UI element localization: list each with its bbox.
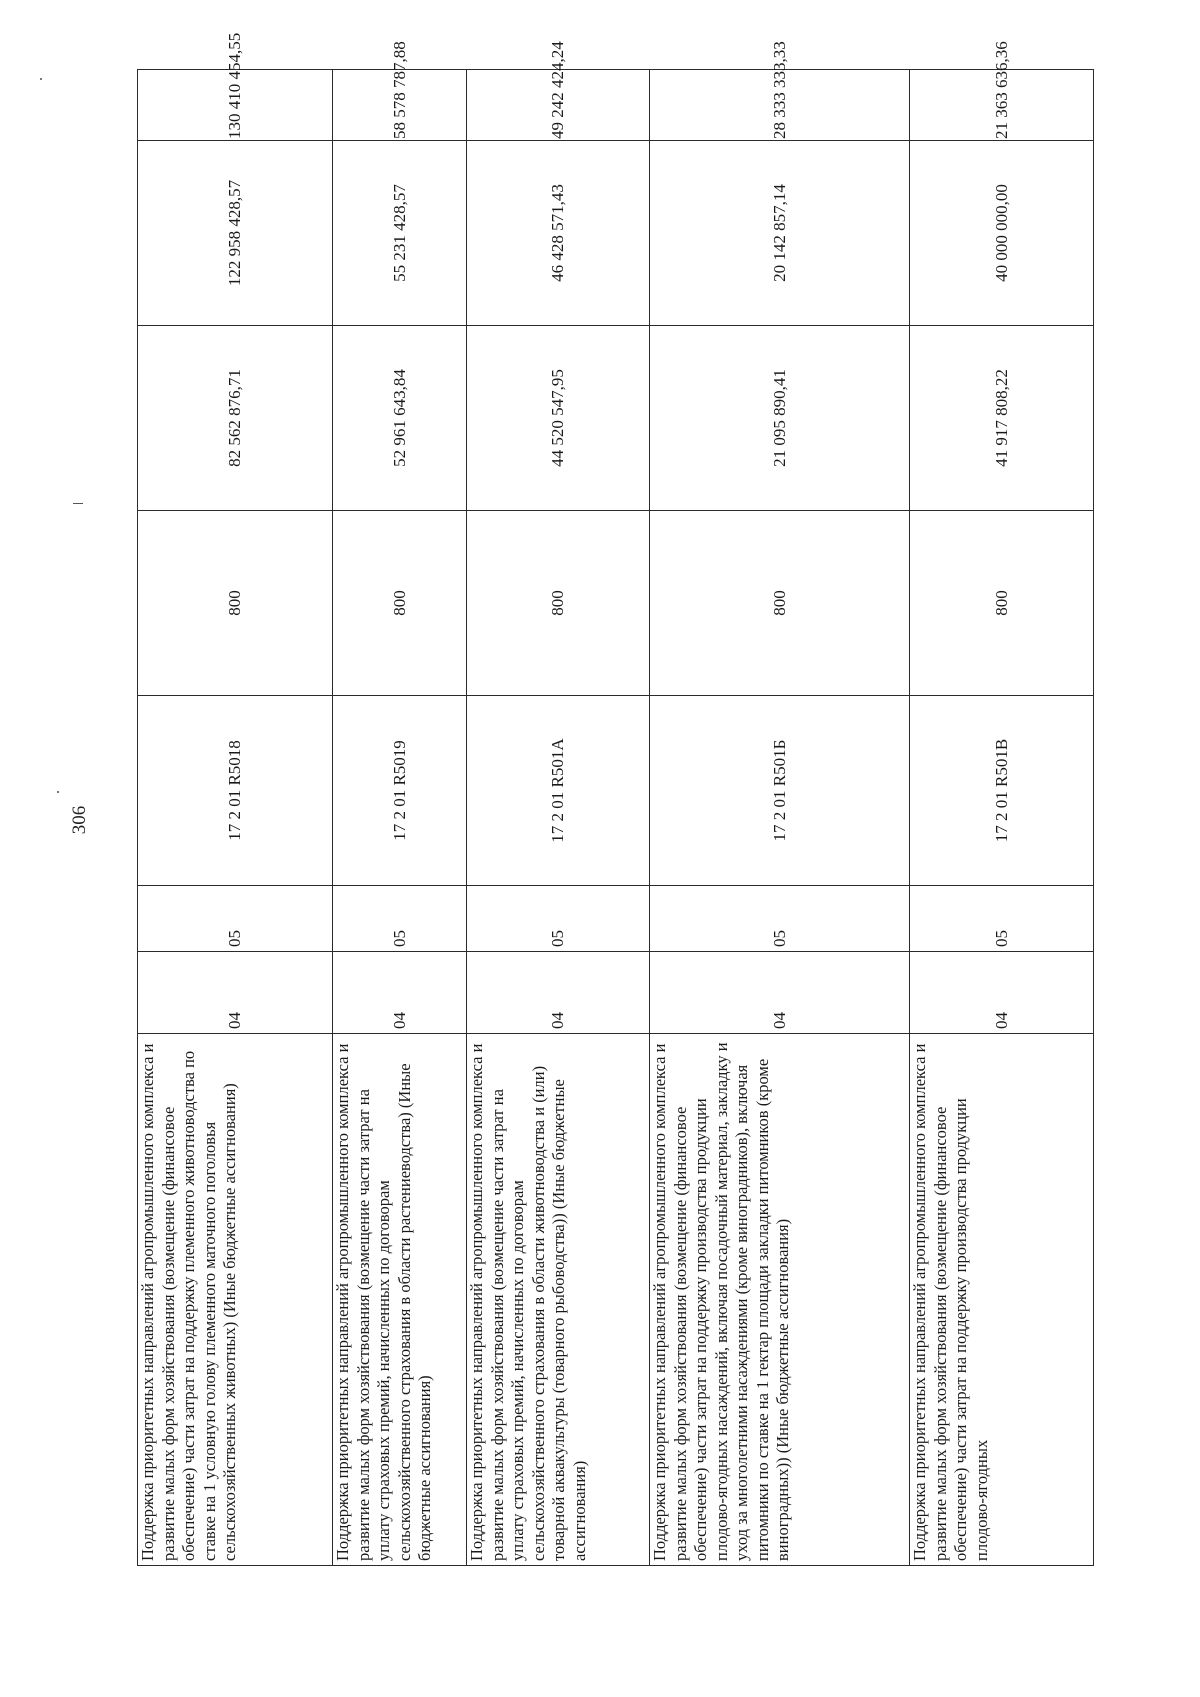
amount-3-cell: 58 578 787,88 [333, 70, 467, 141]
pr-cell: 05 [910, 886, 1094, 952]
vr-cell: 800 [333, 511, 467, 696]
csr-cell: 17 2 01 R5019 [333, 696, 467, 886]
csr-cell: 17 2 01 R501Б [650, 696, 910, 886]
amount-1-cell: 44 520 547,95 [467, 326, 650, 511]
pr-cell: 05 [333, 886, 467, 952]
rz-cell: 04 [650, 952, 910, 1034]
pr-cell: 05 [138, 886, 333, 952]
row-description: Поддержка приоритетных направлений агропромышленного комплекса и развитие малых форм хозяйствования (возмещение (финансовое обеспечение) части затрат на поддержку производства продукции плодово-ягодных насаждений, включая посадочный материал, закладку и уход за многолетними насаждениями (кроме виноградников), включая питомники по ставке на 1 гектар площади закладки питомников (кроме виноградных)) (Иные бюджетные ассигнования) [650, 1034, 910, 1566]
scan-mark [73, 503, 83, 504]
vr-cell: 800 [650, 511, 910, 696]
amount-3-cell: 130 410 454,55 [138, 70, 333, 141]
rz-cell: 04 [910, 952, 1094, 1034]
row-description: Поддержка приоритетных направлений агропромышленного комплекса и развитие малых форм хозяйствования (возмещение части затрат на уплату страховых премий, начисленных по договорам сельскохозяйственного страхования в области животноводства и (или) товарной аквакультуры (товарного рыбоводства)) (Иные бюджетные ассигнования) [467, 1034, 650, 1566]
table-row [333, 70, 467, 1566]
rz-cell: 04 [467, 952, 650, 1034]
amount-1-cell: 82 562 876,71 [138, 326, 333, 511]
table-row [138, 70, 333, 1566]
amount-2-cell: 55 231 428,57 [333, 141, 467, 326]
vr-cell: 800 [138, 511, 333, 696]
amount-3-cell: 21 363 636,36 [910, 70, 1094, 141]
rz-cell: 04 [333, 952, 467, 1034]
scan-speck [57, 791, 59, 793]
row-description: Поддержка приоритетных направлений агропромышленного комплекса и развитие малых форм хозяйствования (возмещение (финансовое обеспечение) части затрат на поддержку производства продукции плодово-ягодных [910, 1034, 1094, 1566]
amount-2-cell: 122 958 428,57 [138, 141, 333, 326]
amount-1-cell: 52 961 643,84 [333, 326, 467, 511]
vr-cell: 800 [910, 511, 1094, 696]
amount-2-cell: 46 428 571,43 [467, 141, 650, 326]
amount-2-cell: 40 000 000,00 [910, 141, 1094, 326]
amount-2-cell: 20 142 857,14 [650, 141, 910, 326]
pr-cell: 05 [467, 886, 650, 952]
amount-1-cell: 21 095 890,41 [650, 326, 910, 511]
rz-cell: 04 [138, 952, 333, 1034]
pr-cell: 05 [650, 886, 910, 952]
table-row [467, 70, 650, 1566]
amount-3-cell: 49 242 424,24 [467, 70, 650, 141]
table-row [910, 70, 1094, 1566]
amount-1-cell: 41 917 808,22 [910, 326, 1094, 511]
csr-cell: 17 2 01 R501A [467, 696, 650, 886]
scan-speck [40, 78, 42, 80]
row-description: Поддержка приоритетных направлений агропромышленного комплекса и развитие малых форм хозяйствования (возмещение части затрат на уплату страховых премий, начисленных по договорам сельскохозяйственного страхования в области растениеводства) (Иные бюджетные ассигнования) [333, 1034, 467, 1566]
vr-cell: 800 [467, 511, 650, 696]
csr-cell: 17 2 01 R5018 [138, 696, 333, 886]
table-row [650, 70, 910, 1566]
page-number: 306 [69, 805, 90, 835]
rotated-table-wrapper [137, 32, 1093, 1566]
csr-cell: 17 2 01 R501В [910, 696, 1094, 886]
row-description: Поддержка приоритетных направлений агропромышленного комплекса и развитие малых форм хозяйствования (возмещение (финансовое обеспечение) части затрат на поддержку племенного животноводства по ставке на 1 условную голову племенного маточного поголовья сельскохозяйственных животных) (Иные бюджетные ассигнования) [138, 1034, 333, 1566]
budget-table [137, 32, 1094, 1566]
amount-3-cell: 28 333 333,33 [650, 70, 910, 141]
